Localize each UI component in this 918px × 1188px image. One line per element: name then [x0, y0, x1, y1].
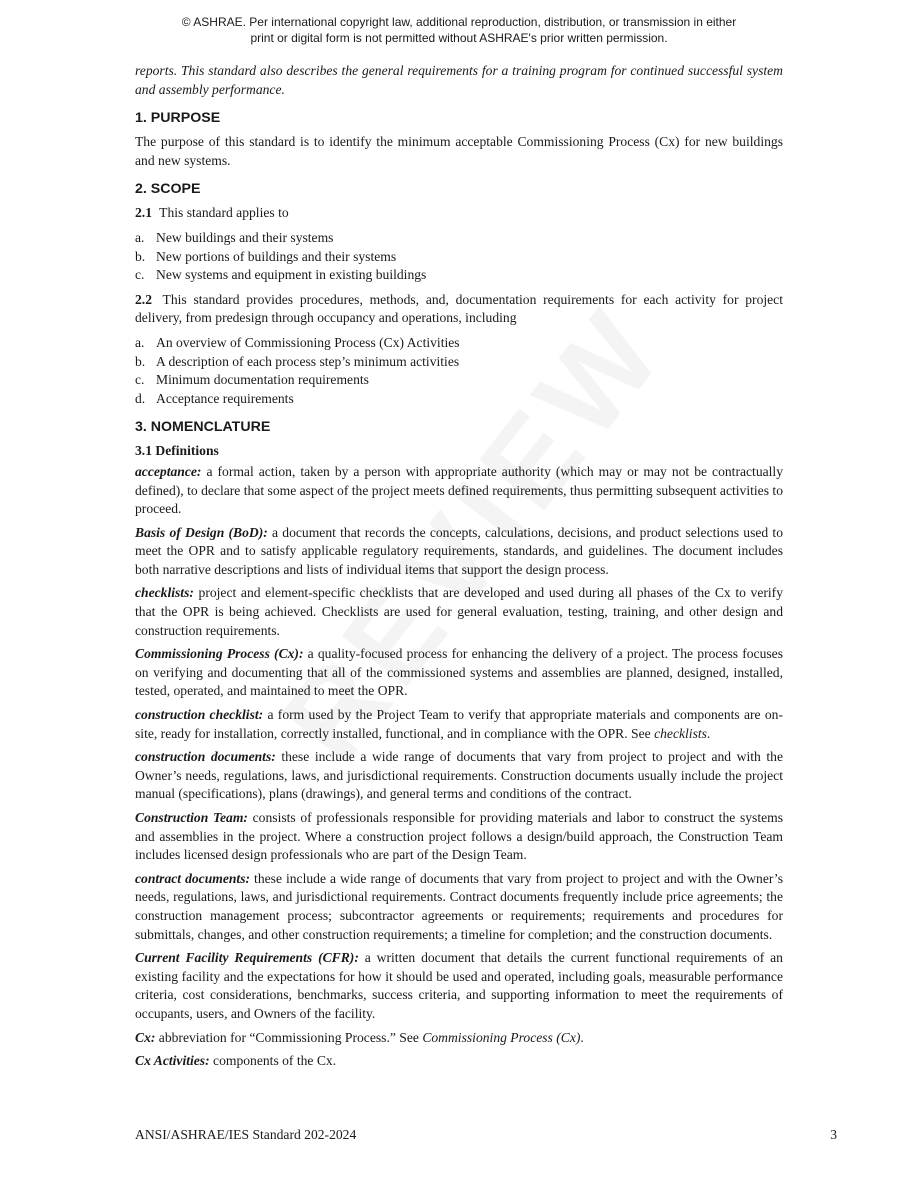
definition-term: Cx: [135, 1029, 156, 1045]
list-letter: a. [135, 334, 145, 350]
definition-text: a document that records the concepts, calculations, decisions, and product selections used to meet the OPR and to satisfy applicable regulatory requirements, standards, and guidelines. The document includes both narrative descriptions and lists of individual items that support the design process. [135, 524, 783, 577]
definition-construction-documents [135, 748, 783, 804]
list-item [135, 334, 783, 353]
list-item [135, 248, 783, 267]
definition-contract-documents [135, 870, 783, 944]
list-letter: b. [135, 353, 146, 369]
definition-term: Basis of Design (BoD): [135, 524, 268, 540]
list-item [135, 266, 783, 285]
list-item [135, 229, 783, 248]
definition-text: a form used by the Project Team to verify that appropriate materials and components are on-site, ready for installation, correctly installed, functional, and in compliance with the OPR. See [135, 707, 783, 741]
list-text: New systems and equipment in existing buildings [156, 267, 427, 283]
page-content [135, 62, 783, 1076]
list-letter: d. [135, 390, 146, 406]
definition-commissioning-process [135, 645, 783, 701]
definition-term: Commissioning Process (Cx): [135, 646, 304, 662]
definition-term: acceptance: [135, 463, 202, 479]
purpose-heading: 1. PURPOSE [135, 110, 221, 127]
definition-text: consists of professionals responsible for providing materials and labor to construct the systems and assemblies in the project. Where a construction project follows a design/build approach, the Construction Team includes licensed design professionals who are part of the Design Team. [135, 810, 784, 863]
list-text: Minimum documentation requirements [156, 372, 369, 388]
nomenclature-heading: 3. NOMENCLATURE [135, 419, 271, 436]
scope-2-2-text: This standard provides procedures, methods, and, documentation requirements for each activity for project delivery, from predesign through occupancy and operations, including [135, 291, 783, 326]
list-text: New buildings and their systems [156, 229, 334, 245]
definition-term: construction checklist: [135, 707, 264, 723]
page-number: 3 [830, 1127, 837, 1142]
list-item [135, 371, 783, 390]
definition-construction-checklist [135, 706, 783, 743]
definition-construction-team [135, 809, 783, 865]
definition-text: these include a wide range of documents that vary from project to project and with the Owner’s needs, regulations, laws, and jurisdictional requirements. Contract documents frequently include price agreements; the construction management process; subcontractor agreements or requirements; requirements and procedures for submittals, changes, and other construction requirements; a timeline for completion; and the construction documents. [135, 870, 783, 942]
definition-term: checklists: [135, 585, 194, 601]
definition-cross-reference: Commissioning Process (Cx) [422, 1029, 581, 1045]
definition-basis-of-design [135, 524, 783, 580]
definition-term: Cx Activities: [135, 1053, 210, 1069]
scope-heading: 2. SCOPE [135, 181, 201, 198]
definition-cx-activities [135, 1052, 783, 1071]
scope-2-1-number: 2.1 [135, 205, 152, 221]
definition-text: abbreviation for “Commissioning Process.” See [155, 1029, 423, 1045]
list-text: New portions of buildings and their systems [156, 248, 397, 264]
scope-2-2 [135, 291, 783, 328]
copyright-line-2: print or digital form is not permitted without ASHRAE's prior written permission. [250, 31, 668, 45]
scope-2-2-number: 2.2 [135, 291, 152, 307]
list-item [135, 390, 783, 409]
list-letter: c. [135, 372, 145, 388]
list-text: Acceptance requirements [156, 390, 294, 406]
purpose-text: The purpose of this standard is to identify the minimum acceptable Commissioning Process (Cx) for new buildings and new systems. [135, 134, 783, 168]
definition-punctuation: . [706, 725, 711, 741]
definition-term: construction documents: [135, 749, 276, 765]
definition-cx [135, 1029, 783, 1048]
list-letter: a. [135, 229, 145, 245]
scope-2-1 [135, 204, 783, 223]
list-item [135, 353, 783, 372]
definition-text: a formal action, taken by a person with appropriate authority (which may or may not be contractually defined), to declare that some aspect of the project meets defined requirements, thus permitting subsequent activities to proceed. [135, 463, 783, 517]
list-text: A description of each process step’s minimum activities [156, 353, 460, 369]
definition-checklists [135, 584, 783, 640]
definitions-subheading: 3.1 Definitions [135, 443, 219, 459]
definition-term: Construction Team: [135, 810, 248, 825]
definition-text: a written document that details the current functional requirements of an existing facility and the expectations for how it should be used and operated, including goals, measurable performance criteria, cost considerations, benchmarks, success criteria, and supporting information to meet the requirements of occupants, users, and Owners of the facility. [135, 950, 783, 1021]
list-letter: c. [135, 267, 145, 283]
definition-punctuation: . [580, 1029, 584, 1045]
definition-acceptance [135, 463, 783, 519]
list-letter: b. [135, 248, 146, 264]
definition-current-facility-requirements [135, 949, 783, 1023]
definition-text: project and element-specific checklists that are developed and used during all phases of the Cx to verify that the OPR is being achieved. Checklists are used for general evaluation, testing, training, and other design and construction requirements. [135, 585, 783, 638]
page-footer [135, 1126, 837, 1144]
scope-2-2-list [135, 334, 783, 408]
scope-2-1-list [135, 229, 783, 285]
definition-term: contract documents: [135, 870, 251, 886]
copyright-notice [0, 14, 918, 46]
definition-term: Current Facility Requirements (CFR): [135, 950, 359, 966]
definition-cross-reference: checklists [654, 725, 707, 741]
copyright-line-1: © ASHRAE. Per international copyright law, additional reproduction, distribution, or transmission in either [181, 15, 737, 29]
intro-paragraph: reports. This standard also describes the general requirements for a training program for continued successful system and assembly performance. [135, 63, 783, 97]
definition-text: a quality-focused process for enhancing the delivery of a project. The process focuses on verifying and documenting that all of the commissioned systems and assemblies are planned, designed, installed, tested, operated, and maintained to meet the OPR. [135, 646, 783, 699]
definition-text: these include a wide range of documents that vary from project to project and with the Owner’s needs, regulations, laws, and jurisdictional requirements. Construction documents usually include the project manual (specifications), plans (drawings), and general terms and conditions of the contract. [135, 749, 783, 802]
scope-2-1-text: This standard applies to [159, 205, 289, 221]
definition-text: components of the Cx. [209, 1053, 337, 1069]
footer-standard-name: ANSI/ASHRAE/IES Standard 202-2024 [135, 1127, 357, 1142]
list-text: An overview of Commissioning Process (Cx) Activities [156, 334, 460, 350]
